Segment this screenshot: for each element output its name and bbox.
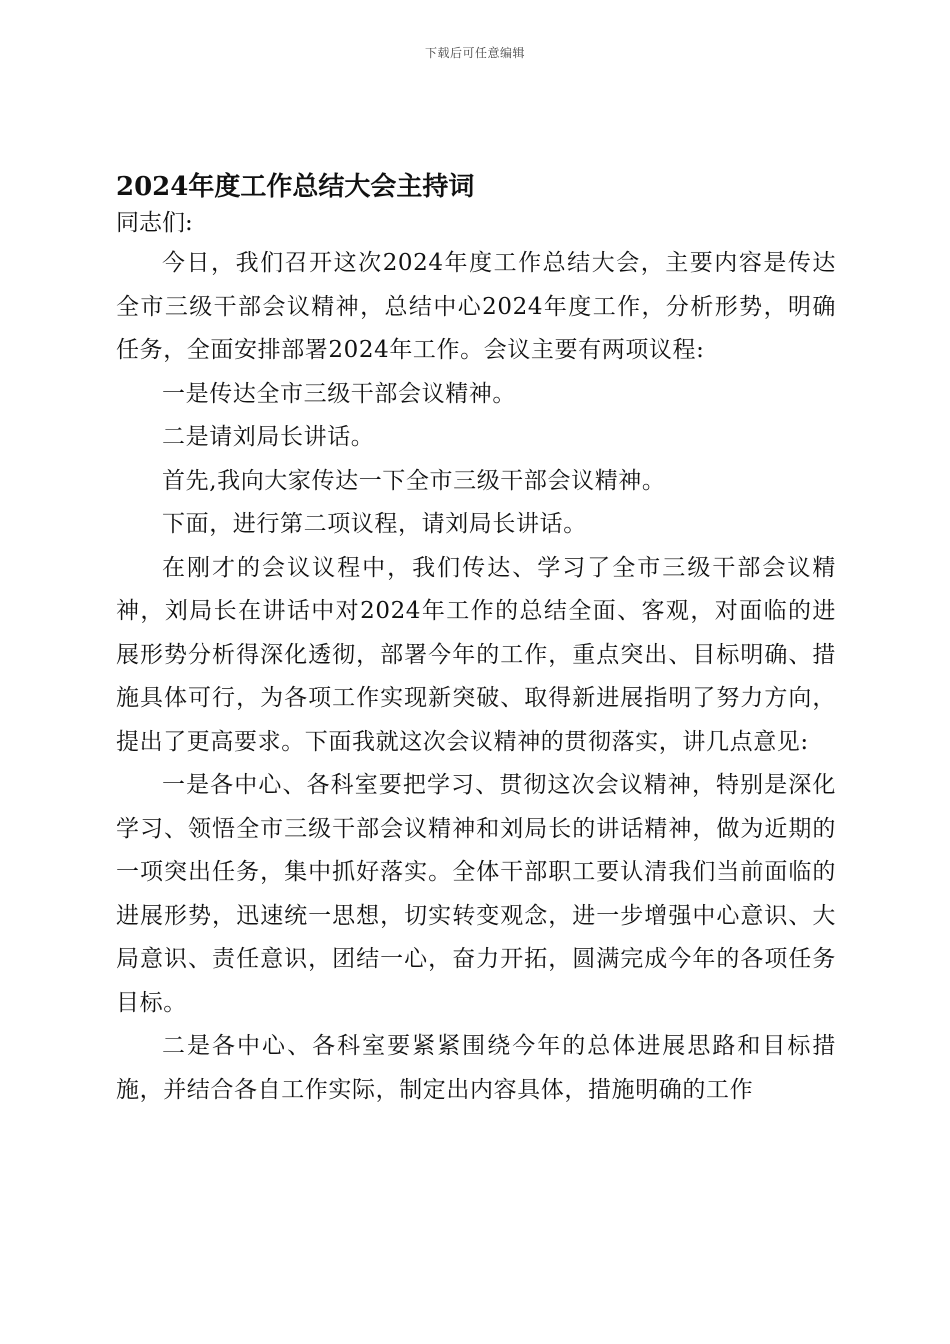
paragraph-point-1: 一是各中心、各科室要把学习、贯彻这次会议精神，特别是深化学习、领悟全市三级干部会议精神和刘局长的讲话精神，做为近期的一项突出任务，集中抓好落实。全体干部职工要认清我们当前面临的进展形势，迅速统一思想，切实转变观念，进一步增强中心意识、大局意识、责任意识，团结一心，奋力开拓，圆满完成今年的各项任务目标。 — [116, 772, 836, 1016]
agenda-item-1: 一是传达全市三级干部会议精神。 — [162, 380, 516, 407]
paragraph-first-agenda: 首先,我向大家传达一下全市三级干部会议精神。 — [162, 467, 666, 494]
salutation: 同志们: — [116, 210, 193, 236]
page-header-note: 下载后可任意编辑 — [424, 46, 525, 60]
paragraph-intro: 今日，我们召开这次2024年度工作总结大会，主要内容是传达全市三级干部会议精神，总结中心2024年度工作，分析形势，明确任务，全面安排部署2024年工作。会议主要有两项议程: — [116, 250, 836, 363]
document-title: 2024年度工作总结大会主持词 — [116, 172, 475, 202]
paragraph-summary: 在刚才的会议议程中，我们传达、学习了全市三级干部会议精神，刘局长在讲话中对2024年工作的总结全面、客观，对面临的进展形势分析得深化透彻，部署今年的工作，重点突出、目标明确、措施具体可行，为各项工作实现新突破、取得新进展指明了努力方向，提出了更高要求。下面我就这次会议精神的贯彻落实，讲几点意见: — [116, 554, 836, 755]
document-body — [116, 204, 836, 1112]
paragraph-second-agenda: 下面，进行第二项议程，请刘局长讲话。 — [162, 511, 587, 537]
agenda-item-2: 二是请刘局长讲话。 — [162, 424, 375, 450]
paragraph-point-2: 二是各中心、各科室要紧紧围绕今年的总体进展思路和目标措施，并结合各自工作实际，制定出内容具体，措施明确的工作 — [116, 1033, 836, 1103]
